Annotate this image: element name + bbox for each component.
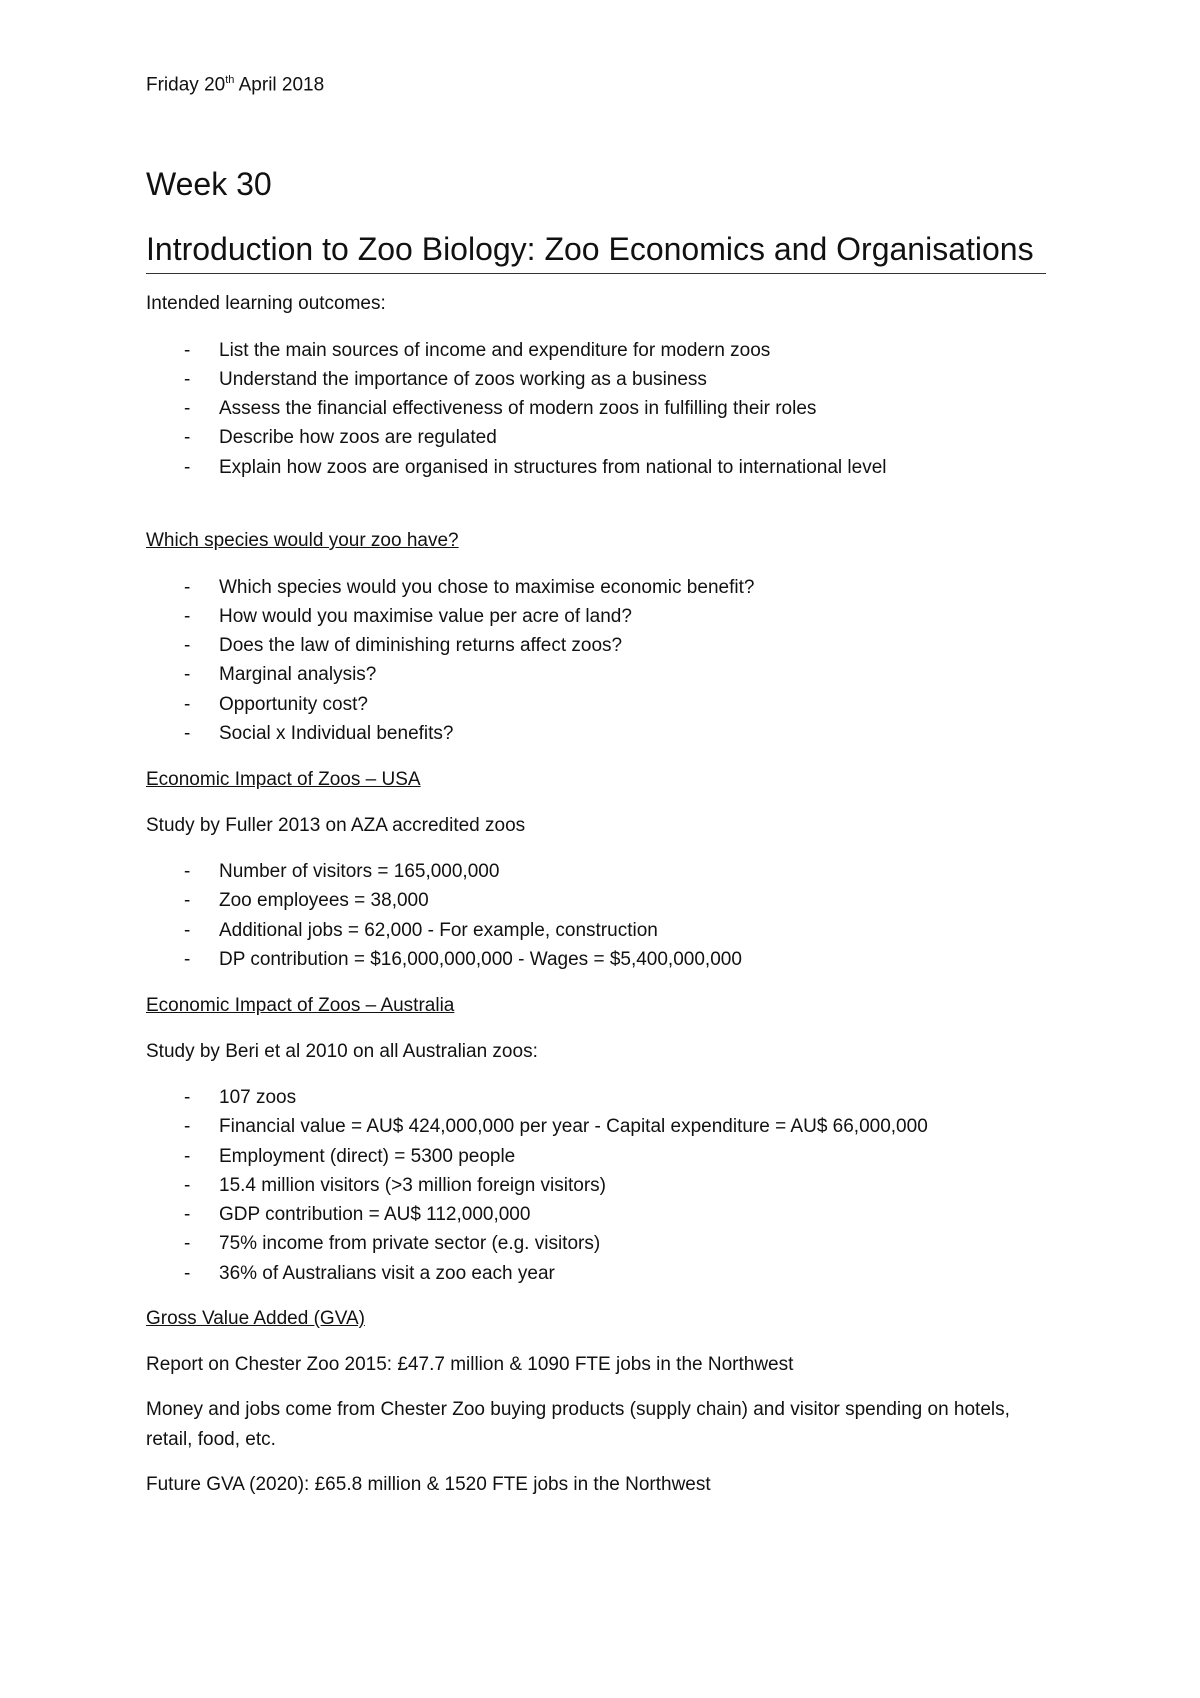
list-item: - Describe how zoos are regulated — [146, 423, 1046, 452]
usa-list — [146, 857, 1046, 974]
list-item: - 75% income from private sector (e.g. visitors) — [146, 1229, 1046, 1258]
australia-section — [146, 991, 1046, 1288]
list-item: - Zoo employees = 38,000 — [146, 886, 1046, 915]
title-rule — [146, 273, 1046, 274]
list-item: - Social x Individual benefits? — [146, 719, 1046, 748]
list-item: - Opportunity cost? — [146, 690, 1046, 719]
gva-section — [146, 1304, 1046, 1500]
outcomes-label: Intended learning outcomes: — [146, 293, 386, 314]
usa-intro: Study by Fuller 2013 on AZA accredited zoos — [146, 814, 526, 836]
lecture-title: Introduction to Zoo Biology: Zoo Economics and Organisations — [146, 231, 1034, 267]
list-item: - 36% of Australians visit a zoo each year — [146, 1259, 1046, 1288]
species-section — [146, 526, 1046, 748]
list-item: - Does the law of diminishing returns affect zoos? — [146, 631, 1046, 660]
australia-heading: Economic Impact of Zoos – Australia — [146, 995, 455, 1016]
list-item: - Assess the financial effectiveness of modern zoos in fulfilling their roles — [146, 394, 1046, 423]
species-list — [146, 573, 1046, 749]
usa-section — [146, 765, 1046, 974]
gva-report: Report on Chester Zoo 2015: £47.7 million & 1090 FTE jobs in the Northwest — [146, 1353, 794, 1375]
list-item: - Additional jobs = 62,000 - For example, construction — [146, 916, 1046, 945]
australia-intro: Study by Beri et al 2010 on all Australian zoos: — [146, 1040, 538, 1062]
list-item: - DP contribution = $16,000,000,000 - Wages = $5,400,000,000 — [146, 945, 1046, 974]
list-item: - Employment (direct) = 5300 people — [146, 1142, 1046, 1171]
list-item: - Which species would you chose to maximise economic benefit? — [146, 573, 1046, 602]
list-item: - 107 zoos — [146, 1083, 1046, 1112]
week-heading: Week 30 — [146, 166, 272, 202]
list-item: - List the main sources of income and expenditure for modern zoos — [146, 336, 1046, 365]
gva-heading: Gross Value Added (GVA) — [146, 1308, 365, 1329]
australia-list — [146, 1083, 1046, 1288]
list-item: - Understand the importance of zoos working as a business — [146, 365, 1046, 394]
list-item: - Financial value = AU$ 424,000,000 per year - Capital expenditure = AU$ 66,000,000 — [146, 1112, 1046, 1141]
date-rest: April 2018 — [234, 74, 325, 96]
species-heading: Which species would your zoo have? — [146, 530, 459, 551]
gva-future: Future GVA (2020): £65.8 million & 1520 FTE jobs in the Northwest — [146, 1474, 711, 1495]
gva-money: Money and jobs come from Chester Zoo buying products (supply chain) and visitor spending on hotels, retail, food, etc. — [146, 1399, 1010, 1450]
learning-outcomes-section — [146, 289, 1046, 482]
list-item: - Number of visitors = 165,000,000 — [146, 857, 1046, 886]
outcomes-list — [146, 336, 1046, 482]
date-text: Friday 20 — [146, 74, 226, 96]
document-date — [146, 74, 324, 96]
usa-heading: Economic Impact of Zoos – USA — [146, 769, 421, 790]
list-item: - Marginal analysis? — [146, 660, 1046, 689]
date-ordinal: th — [225, 74, 235, 86]
list-item: - GDP contribution = AU$ 112,000,000 — [146, 1200, 1046, 1229]
list-item: - How would you maximise value per acre of land? — [146, 602, 1046, 631]
list-item: - 15.4 million visitors (>3 million foreign visitors) — [146, 1171, 1046, 1200]
list-item: - Explain how zoos are organised in structures from national to international level — [146, 453, 1046, 482]
